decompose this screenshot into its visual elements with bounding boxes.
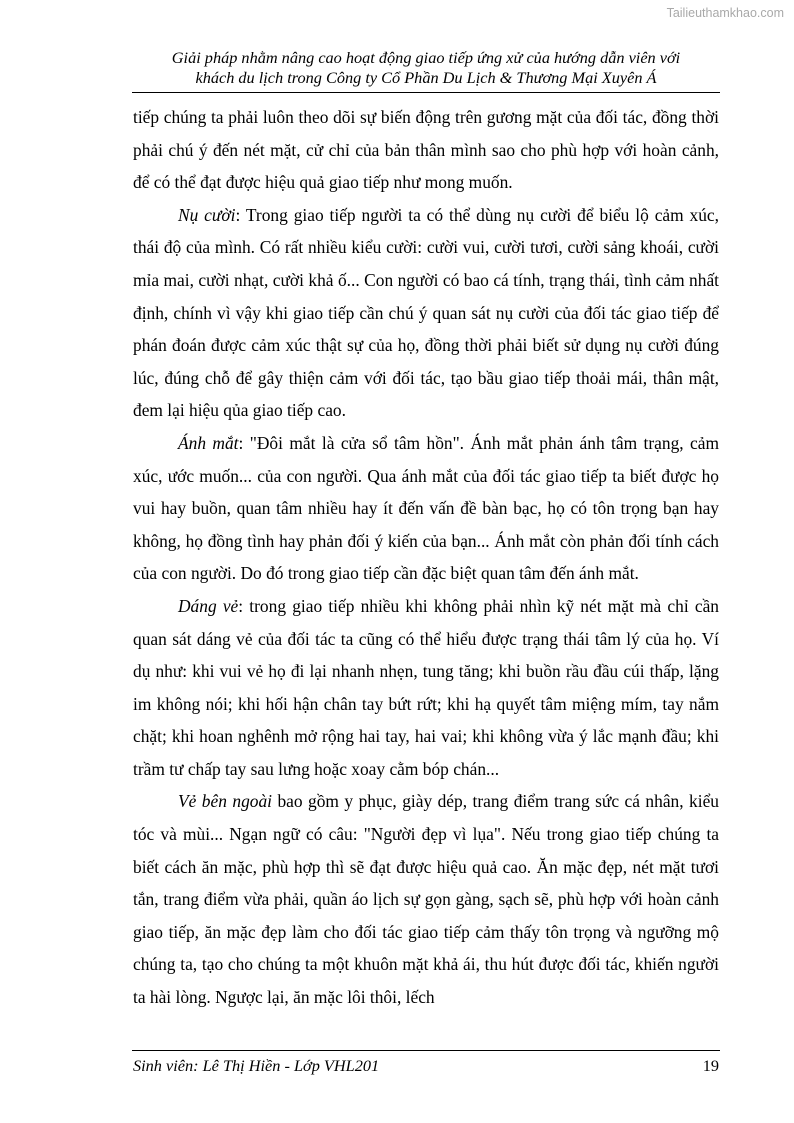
paragraph-eyes [133,427,719,590]
paragraph-term: Nụ cười [178,204,236,225]
header-divider [132,92,720,93]
footer-student-info: Sinh viên: Lê Thị Hiền - Lớp VHL201 [133,1056,380,1075]
paragraph-term: Vẻ bên ngoài [178,791,272,812]
paragraph-appearance [133,785,719,1013]
paragraph-text: : trong giao tiếp nhiều khi không phải nhìn kỹ nét mặt mà chỉ cần quan sát dáng vẻ của đối tác ta cũng có thể hiểu được trạng thái tâm lý của họ. Ví dụ như: khi vui vẻ họ đi lại nhanh nhẹn, tung tăng; khi buồn rầu đầu cúi thấp, lặng im không nói; khi hối hận chân tay bứt rứt; khi hạ quyết tâm miệng mím, tay nắm chặt; khi hoan nghênh mở rộng hai tay, hai vai; khi không vừa ý lắc mạnh đầu; khi trầm tư chấp tay sau lưng hoặc xoay cằm bóp chán... [133,595,719,779]
paragraph-text: : Trong giao tiếp người ta có thể dùng nụ cười để biểu lộ cảm xúc, thái độ của mình. Có rất nhiều kiểu cười: cười vui, cười tươi, cười sảng khoái, cười mỉa mai, cười nhạt, cười khả ố... Con người có bao cá tính, trạng thái, tình cảm nhất định, chính vì vậy khi giao tiếp cần chú ý quan sát nụ cười của đối tác giao tiếp để phán đoán được cảm xúc thật sự của họ, đồng thời phải biết sử dụng nụ cười đúng lúc, đúng chỗ để gây thiện cảm với đối tác, tạo bầu giao tiếp thoải mái, thân mật, đem lại hiệu qủa giao tiếp cao. [133,204,720,421]
footer-divider [132,1050,720,1051]
paragraph-term: Ánh mắt [178,432,239,453]
paragraph-smile [133,199,719,427]
header-line-1: Giải pháp nhằm nâng cao hoạt động giao tiếp ứng xử của hướng dẫn viên với [171,48,681,67]
paragraph-continuation [133,101,719,199]
page-number: 19 [702,1056,719,1075]
paragraph-term: Dáng vẻ [178,595,239,616]
paragraph-text: : "Đôi mắt là cửa sổ tâm hồn". Ánh mắt phản ánh tâm trạng, cảm xúc, ước muốn... của con người. Qua ánh mắt của đối tác giao tiếp ta biết được họ vui hay buồn, quan tâm nhiều hay ít đến vấn đề bàn bạc, họ có tôn trọng bạn hay không, họ đồng tình hay phản đối ý kiến của bạn... Ánh mắt còn phản đối tính cách của con người. Do đó trong giao tiếp cần đặc biệt quan tâm đến ánh mắt. [133,432,720,584]
paragraph-text: bao gồm y phục, giày dép, trang điểm trang sức cá nhân, kiểu tóc và mùi... Ngạn ngữ có câu: "Người đẹp vì lụa". Nếu trong giao tiếp chúng ta biết cách ăn mặc, phù hợp thì sẽ đạt được hiệu quả cao. Ăn mặc đẹp, nét mặt tươi tắn, trang điểm vừa phải, quần áo lịch sự gọn gàng, sạch sẽ, phù hợp với hoàn cảnh giao tiếp, ăn mặc đẹp làm cho đối tác giao tiếp cảm thấy tôn trọng và ngưỡng mộ chúng ta, tạo cho chúng ta một khuôn mặt khả ái, thu hút được đối tác, khiến người ta hài lòng. Ngược lại, ăn mặc lôi thôi, lếch [133,791,719,1008]
paragraph-posture [133,590,719,786]
running-header [133,48,719,88]
header-line-2: khách du lịch trong Công ty Cổ Phần Du Lịch & Thương Mại Xuyên Á [195,68,657,87]
paragraph-text: tiếp chúng ta phải luôn theo dõi sự biến động trên gương mặt của đối tác, đồng thời phải chú ý đến nét mặt, cử chỉ của bản thân mình sao cho phù hợp với hoàn cảnh, để có thể đạt được hiệu quả giao tiếp như mong muốn. [133,107,719,193]
watermark-text: Tailieuthamkhao.com [666,6,784,20]
body-text [133,101,719,1014]
